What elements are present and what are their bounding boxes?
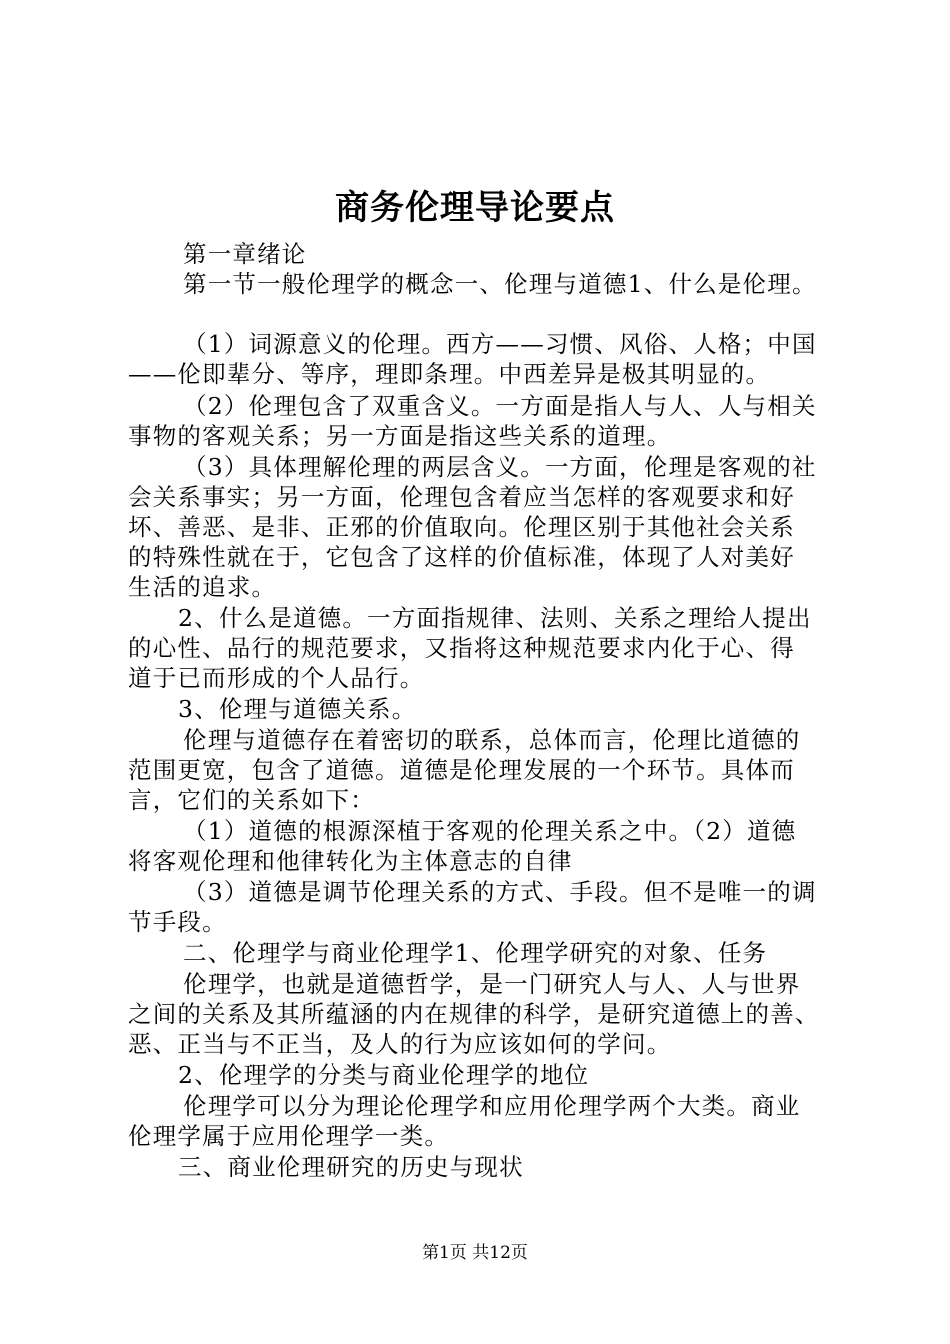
paragraph-line: 生活的追求。 [128, 573, 277, 601]
chapter-heading: 第一章绪论 [183, 240, 307, 268]
document-title: 商务伦理导论要点 [335, 188, 615, 228]
paragraph-line: 伦理与道德存在着密切的联系，总体而言，伦理比道德的 [183, 726, 801, 754]
page-footer: 第1页 共12页 [422, 1243, 528, 1263]
paragraph-line: 恶、正当与不正当，及人的行为应该如何的学问。 [128, 1030, 672, 1058]
paragraph-line: （1）词源意义的伦理。西方——习惯、风俗、人格；中国 [183, 330, 817, 358]
section-heading: 三、商业伦理研究的历史与现状 [178, 1153, 524, 1181]
paragraph-line: 伦理学可以分为理论伦理学和应用伦理学两个大类。商业 [183, 1092, 801, 1120]
paragraph-line: 会关系事实；另一方面，伦理包含着应当怎样的客观要求和好 [128, 483, 795, 511]
paragraph-line: 言，它们的关系如下： [128, 786, 375, 814]
paragraph-line: 伦理学属于应用伦理学一类。 [128, 1122, 450, 1150]
paragraph-line: 的心性、品行的规范要求，又指将这种规范要求内化于心、得 [128, 634, 795, 662]
paragraph-line: 坏、善恶、是非、正邪的价值取向。伦理区别于其他社会关系 [128, 513, 795, 541]
subsection-heading: 2、伦理学的分类与商业伦理学的地位 [178, 1061, 590, 1089]
paragraph-line: （3）道德是调节伦理关系的方式、手段。但不是唯一的调 [183, 878, 817, 906]
paragraph-line: 的特殊性就在于，它包含了这样的价值标准，体现了人对美好 [128, 543, 795, 571]
paragraph-line: 伦理学，也就是道德哲学，是一门研究人与人、人与世界 [183, 970, 801, 998]
paragraph-line: ——伦即辈分、等序，理即条理。中西差异是极其明显的。 [128, 360, 771, 388]
paragraph-line: （3）具体理解伦理的两层含义。一方面，伦理是客观的社 [183, 453, 817, 481]
paragraph-line: 范围更宽，包含了道德。道德是伦理发展的一个环节。具体而 [128, 756, 795, 784]
paragraph-line: 事物的客观关系；另一方面是指这些关系的道理。 [128, 422, 672, 450]
paragraph-line: 道于已而形成的个人品行。 [128, 664, 425, 692]
paragraph-line: 将客观伦理和他律转化为主体意志的自律 [128, 847, 573, 875]
paragraph-line: （1）道德的根源深植于客观的伦理关系之中。（2）道德 [183, 817, 797, 845]
paragraph-line: 2、什么是道德。一方面指规律、法则、关系之理给人提出 [178, 604, 812, 632]
paragraph-line: 之间的关系及其所蕴涵的内在规律的科学，是研究道德上的善、 [128, 1000, 820, 1028]
subsection-heading: 3、伦理与道德关系。 [178, 695, 417, 723]
paragraph-line: （2）伦理包含了双重含义。一方面是指人与人、人与相关 [183, 392, 817, 420]
section-heading: 二、伦理学与商业伦理学1、伦理学研究的对象、任务 [183, 939, 768, 967]
paragraph-line: 节手段。 [128, 908, 227, 936]
section-heading: 第一节一般伦理学的概念一、伦理与道德1、什么是伦理。 [183, 270, 817, 298]
